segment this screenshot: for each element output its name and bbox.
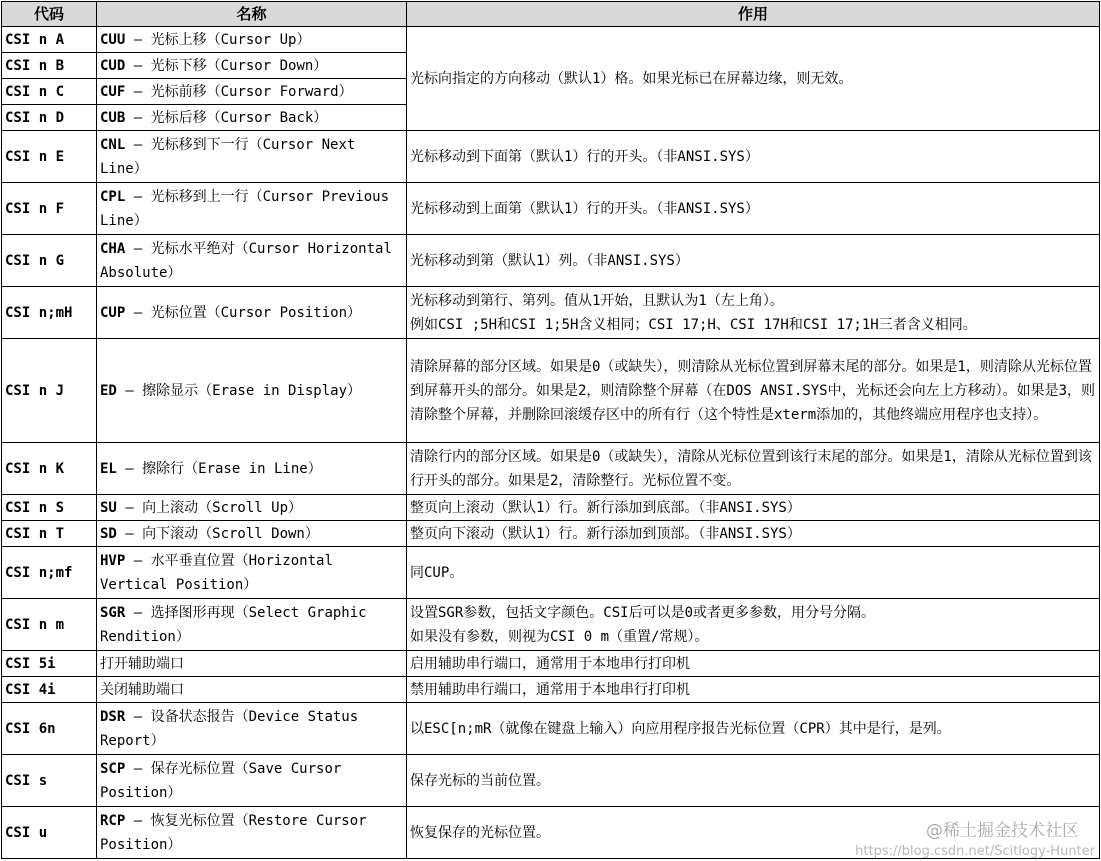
name-text: – 光标上移（Cursor Up） bbox=[125, 31, 311, 48]
use-cell bbox=[407, 27, 1100, 131]
use-text: 同CUP。 bbox=[410, 564, 464, 581]
table-row bbox=[2, 599, 1100, 651]
code-cell: CSI u bbox=[2, 807, 97, 859]
use-text: 光标移动到上面第（默认1）行的开头。（非ANSI.SYS） bbox=[410, 200, 759, 217]
abbr-text: CUF bbox=[100, 83, 126, 100]
use-cell bbox=[407, 287, 1100, 339]
abbr-text: CUB bbox=[100, 109, 126, 126]
use-text: 光标移动到下面第（默认1）行的开头。（非ANSI.SYS） bbox=[410, 148, 759, 165]
use-text: 清除行内的部分区域。如果是0（或缺失），清除从光标位置到该行末尾的部分。如果是1，清除从光标位置到该行开头的部分。如果是2，清除整行。光标位置不变。 bbox=[410, 448, 1092, 489]
header-code: 代码 bbox=[2, 2, 97, 27]
name-text: – 擦除显示（Erase in Display） bbox=[116, 382, 362, 399]
use-text: 以ESC[n;mR（就像在键盘上输入）向应用程序报告光标位置（CPR）其中是行，是列。 bbox=[410, 720, 951, 737]
abbr-text: CHA bbox=[100, 240, 126, 257]
code-cell: CSI n A bbox=[2, 27, 97, 53]
abbr-text: EL bbox=[100, 460, 117, 477]
table-row bbox=[2, 443, 1100, 495]
abbr-text: SGR bbox=[100, 604, 126, 621]
code-cell: CSI n J bbox=[2, 339, 97, 443]
abbr-text: ED bbox=[100, 382, 117, 399]
name-cell bbox=[97, 105, 407, 131]
name-text: – 向上滚动（Scroll Up） bbox=[116, 499, 303, 516]
code-cell: CSI n C bbox=[2, 79, 97, 105]
name-text: – 擦除行（Erase in Line） bbox=[116, 460, 322, 477]
use-text: 禁用辅助串行端口，通常用于本地串行打印机 bbox=[410, 681, 690, 698]
name-text: – 水平垂直位置（Horizontal Vertical Position） bbox=[100, 552, 333, 593]
abbr-text: SD bbox=[100, 525, 117, 542]
code-cell: CSI n;mH bbox=[2, 287, 97, 339]
code-cell: CSI n S bbox=[2, 495, 97, 521]
name-cell bbox=[97, 183, 407, 235]
name-cell bbox=[97, 599, 407, 651]
table-row bbox=[2, 677, 1100, 703]
use-cell bbox=[407, 599, 1100, 651]
table-row bbox=[2, 287, 1100, 339]
name-text: – 光标后移（Cursor Back） bbox=[125, 109, 328, 126]
code-cell: CSI n F bbox=[2, 183, 97, 235]
use-cell bbox=[407, 235, 1100, 287]
table-row bbox=[2, 495, 1100, 521]
use-cell bbox=[407, 131, 1100, 183]
use-cell bbox=[407, 521, 1100, 547]
name-cell bbox=[97, 131, 407, 183]
name-text: – 光标前移（Cursor Forward） bbox=[125, 83, 353, 100]
name-cell bbox=[97, 651, 407, 677]
use-text: 光标移动到第行、第列。值从1开始，且默认为1（左上角）。 bbox=[410, 292, 784, 309]
use-text: 启用辅助串行端口，通常用于本地串行打印机 bbox=[410, 655, 690, 672]
code-cell: CSI n E bbox=[2, 131, 97, 183]
use-text: 光标向指定的方向移动（默认1）格。如果光标已在屏幕边缘，则无效。 bbox=[410, 70, 853, 87]
name-cell bbox=[97, 703, 407, 755]
abbr-text: RCP bbox=[100, 812, 126, 829]
use-text: 例如CSI ;5H和CSI 1;5H含义相同；CSI 17;H、CSI 17H和CSI 17;1H三者含义相同。 bbox=[410, 316, 977, 333]
name-text: – 向下滚动（Scroll Down） bbox=[116, 525, 319, 542]
code-cell: CSI 5i bbox=[2, 651, 97, 677]
name-cell bbox=[97, 495, 407, 521]
use-text: 保存光标的当前位置。 bbox=[410, 772, 550, 789]
name-text: – 光标水平绝对（Cursor Horizontal Absolute） bbox=[100, 240, 392, 281]
table-row bbox=[2, 547, 1100, 599]
ansi-escape-table bbox=[1, 1, 1100, 859]
code-cell: CSI n B bbox=[2, 53, 97, 79]
code-cell: CSI n;mf bbox=[2, 547, 97, 599]
name-text: 打开辅助端口 bbox=[100, 655, 184, 672]
code-cell: CSI 4i bbox=[2, 677, 97, 703]
use-cell bbox=[407, 677, 1100, 703]
code-cell: CSI n m bbox=[2, 599, 97, 651]
name-cell bbox=[97, 53, 407, 79]
name-cell bbox=[97, 235, 407, 287]
use-text: 清除屏幕的部分区域。如果是0（或缺失），则清除从光标位置到屏幕末尾的部分。如果是1，则清除从光标位置到屏幕开头的部分。如果是2，则清除整个屏幕（在DOS ANSI.SYS中，光标还会向左上方移动）。如果是3，则清除整个屏幕，并删除回滚缓存区中的所有行（这个特性是xterm添加的，其他终端应用程序也支持）。 bbox=[410, 358, 1095, 423]
name-cell bbox=[97, 521, 407, 547]
table-row bbox=[2, 521, 1100, 547]
watermark-url: https://blog.csdn.net/Scitlogy-Hunter bbox=[855, 844, 1095, 859]
code-cell: CSI s bbox=[2, 755, 97, 807]
use-cell bbox=[407, 755, 1100, 807]
use-cell bbox=[407, 183, 1100, 235]
use-cell bbox=[407, 547, 1100, 599]
code-cell: CSI 6n bbox=[2, 703, 97, 755]
table-row bbox=[2, 339, 1100, 443]
abbr-text: CNL bbox=[100, 136, 126, 153]
table-row bbox=[2, 183, 1100, 235]
use-cell bbox=[407, 651, 1100, 677]
name-cell bbox=[97, 443, 407, 495]
name-text: – 光标移到下一行（Cursor Next Line） bbox=[100, 136, 356, 177]
name-cell bbox=[97, 287, 407, 339]
use-cell bbox=[407, 495, 1100, 521]
abbr-text: CUP bbox=[100, 304, 126, 321]
code-cell: CSI n G bbox=[2, 235, 97, 287]
name-cell bbox=[97, 807, 407, 859]
name-text: 关闭辅助端口 bbox=[100, 681, 184, 698]
use-text: 恢复保存的光标位置。 bbox=[410, 824, 550, 841]
use-text: 整页向上滚动（默认1）行。新行添加到底部。（非ANSI.SYS） bbox=[410, 499, 801, 516]
use-text: 光标移动到第（默认1）列。（非ANSI.SYS） bbox=[410, 252, 689, 269]
abbr-text: SCP bbox=[100, 760, 126, 777]
header-use: 作用 bbox=[407, 2, 1100, 27]
name-text: – 选择图形再现（Select Graphic Rendition） bbox=[100, 604, 367, 645]
header-name: 名称 bbox=[97, 2, 407, 27]
table-row bbox=[2, 703, 1100, 755]
use-text: 如果没有参数，则视为CSI 0 m（重置/常规）。 bbox=[410, 628, 709, 645]
use-cell bbox=[407, 443, 1100, 495]
use-text: 整页向下滚动（默认1）行。新行添加到顶部。（非ANSI.SYS） bbox=[410, 525, 801, 542]
name-text: – 设备状态报告（Device Status Report） bbox=[100, 708, 359, 749]
table-header-row bbox=[2, 2, 1100, 27]
use-cell bbox=[407, 703, 1100, 755]
table-row bbox=[2, 755, 1100, 807]
watermark-text: @稀土掘金技术社区 bbox=[926, 821, 1079, 841]
table-row bbox=[2, 235, 1100, 287]
table-row bbox=[2, 651, 1100, 677]
name-text: – 光标位置（Cursor Position） bbox=[125, 304, 362, 321]
name-text: – 光标下移（Cursor Down） bbox=[125, 57, 328, 74]
name-cell bbox=[97, 547, 407, 599]
table-row bbox=[2, 27, 1100, 53]
name-text: – 光标移到上一行（Cursor Previous Line） bbox=[100, 188, 390, 229]
code-cell: CSI n T bbox=[2, 521, 97, 547]
name-text: – 保存光标位置（Save Cursor Position） bbox=[100, 760, 342, 801]
name-cell bbox=[97, 79, 407, 105]
abbr-text: CUU bbox=[100, 31, 126, 48]
name-cell bbox=[97, 755, 407, 807]
abbr-text: CPL bbox=[100, 188, 126, 205]
table-row bbox=[2, 131, 1100, 183]
name-text: – 恢复光标位置（Restore Cursor Position） bbox=[100, 812, 367, 853]
abbr-text: DSR bbox=[100, 708, 126, 725]
abbr-text: HVP bbox=[100, 552, 126, 569]
use-text: 设置SGR参数，包括文字颜色。CSI后可以是0或者更多参数，用分号分隔。 bbox=[410, 604, 875, 621]
name-cell bbox=[97, 677, 407, 703]
code-cell: CSI n K bbox=[2, 443, 97, 495]
name-cell bbox=[97, 27, 407, 53]
abbr-text: CUD bbox=[100, 57, 126, 74]
code-cell: CSI n D bbox=[2, 105, 97, 131]
name-cell bbox=[97, 339, 407, 443]
abbr-text: SU bbox=[100, 499, 117, 516]
use-cell bbox=[407, 339, 1100, 443]
